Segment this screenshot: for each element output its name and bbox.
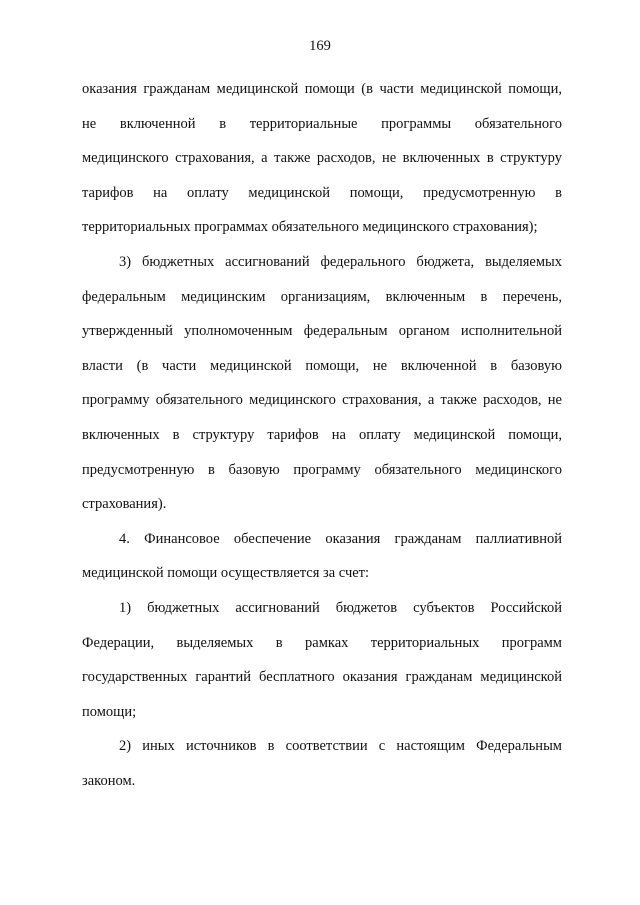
text-line: программу обязательного медицинского страхования, а также расходов, не (82, 392, 562, 409)
document-body (82, 72, 562, 798)
text-line: страхования). (82, 496, 167, 513)
text-line: оказания гражданам медицинской помощи (в части медицинской помощи, (82, 81, 562, 97)
text-line: предусмотренную в базовую программу обязательного медицинского (82, 461, 562, 478)
text-line: Федерации, выделяемых в рамках территориальных программ (82, 634, 562, 651)
text-line: медицинской помощи осуществляется за счет: (82, 565, 370, 582)
text-line: государственных гарантий бесплатного оказания гражданам медицинской (82, 669, 562, 686)
text-line: федеральным медицинским организациям, включенным в перечень, (82, 288, 562, 305)
text-line: тарифов на оплату медицинской помощи, предусмотренную в (82, 184, 562, 201)
text-line: 2) иных источников в соответствии с настоящим Федеральным (119, 738, 562, 755)
text-line: включенных в структуру тарифов на оплату медицинской помощи, (82, 426, 562, 443)
page-number: 169 (309, 38, 331, 54)
text-line: 3) бюджетных ассигнований федерального бюджета, выделяемых (119, 253, 562, 270)
text-line: 4. Финансовое обеспечение оказания гражданам паллиативной (119, 530, 562, 547)
text-line: 1) бюджетных ассигнований бюджетов субъектов Российской (119, 599, 562, 616)
text-line: медицинского страхования, а также расходов, не включенных в структуру (82, 150, 562, 167)
text-line: власти (в части медицинской помощи, не включенной в базовую (82, 357, 562, 374)
text-line: помощи; (82, 703, 137, 720)
text-line: не включенной в территориальные программы обязательного (82, 115, 562, 132)
text-line: утвержденный уполномоченным федеральным органом исполнительной (82, 323, 562, 340)
text-line: территориальных программах обязательного медицинского страхования); (82, 219, 538, 236)
text-line: законом. (82, 772, 136, 789)
